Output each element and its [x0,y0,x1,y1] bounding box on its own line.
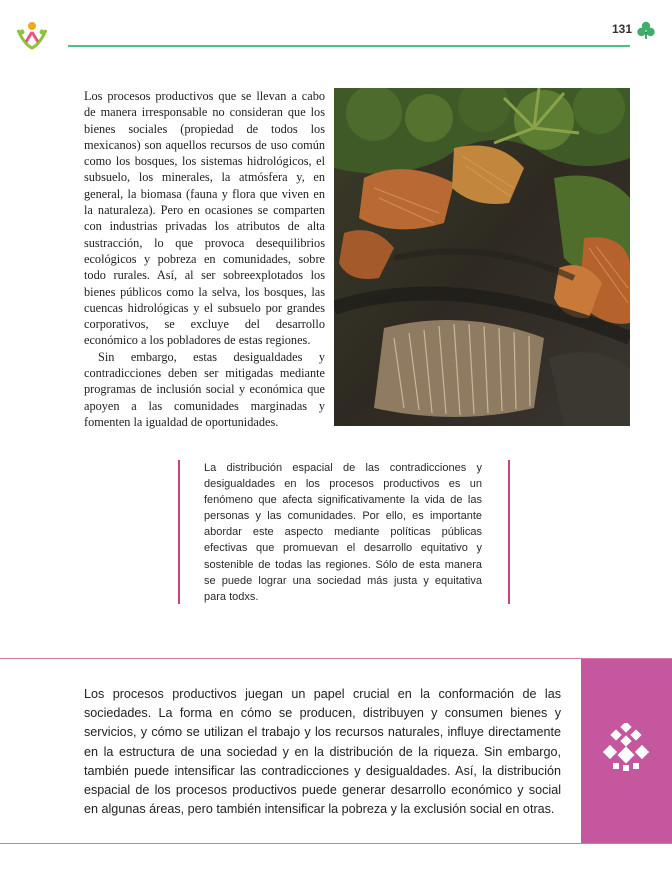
textile-motif-icon [603,723,649,773]
main-paragraph-1: Los procesos productivos que se llevan a cabo de manera irresponsable no consideran que los bienes sociales (propiedad de todos los mexicanos) son aquellos recursos de uso común como los bosques, los sistemas hidrológicos, el subsuelo, los minerales, la atmósfera y, en general, la biomasa (fauna y flora que viven en la naturaleza). Pero en ocasiones se comparten con industrias privadas los atributos de alta sustracción, lo que provoca desequilibrios ecológicos y pobreza en comunidades, sobre todo rurales. Así, al ser sobreexplotados los bienes públicos como la selva, los bosques, las cuencas hidrológicas y el subsuelo por grandes corporativos, se excluye del desarrollo económico a los pobladores de estas regiones. [84,89,325,348]
aerial-deforestation-photo [334,88,630,426]
header-rule [68,45,630,47]
main-text [84,88,325,430]
main-paragraph-2: Sin embargo, estas desigualdades y contradicciones deben ser mitigadas mediante programas de inclusión social y económica que apoyen a las comunidades marginadas y fomenten la igualdad de oportunidades. [84,349,325,429]
people-logo-icon [14,20,50,52]
side-panel [581,659,672,843]
callout-box [178,460,510,604]
summary-section [0,658,672,844]
callout-text: La distribución espacial de las contradicciones y desigualdades en los procesos productivos es un fenómeno que afecta significativamente la vida de las personas y las comunidades. Por ello, es importante abordar este aspecto mediante políticas públicas efectivas que promuevan el desarrollo equitativo y sostenible de todas las regiones. Sólo de esta manera se puede lograr una sociedad más justa y equitativa para todxs. [204,462,482,603]
clover-icon [636,20,656,40]
page-number: 131 [612,22,633,36]
summary-text: Los procesos productivos juegan un papel crucial en la conformación de las sociedades. La forma en cómo se producen, distribuyen y consumen bienes y servicios, y cómo se utilizan el trabajo y los recursos naturales, influye directamente en la estructura de una sociedad y en la distribución de la riqueza. Sin embargo, también puede intensificar las contradicciones y desigualdades. Así, la distribución espacial de los procesos productivos puede generar desarrollo económico y social en algunas áreas, pero también intensificar la pobreza y la exclusión social en otras. [84,687,561,817]
